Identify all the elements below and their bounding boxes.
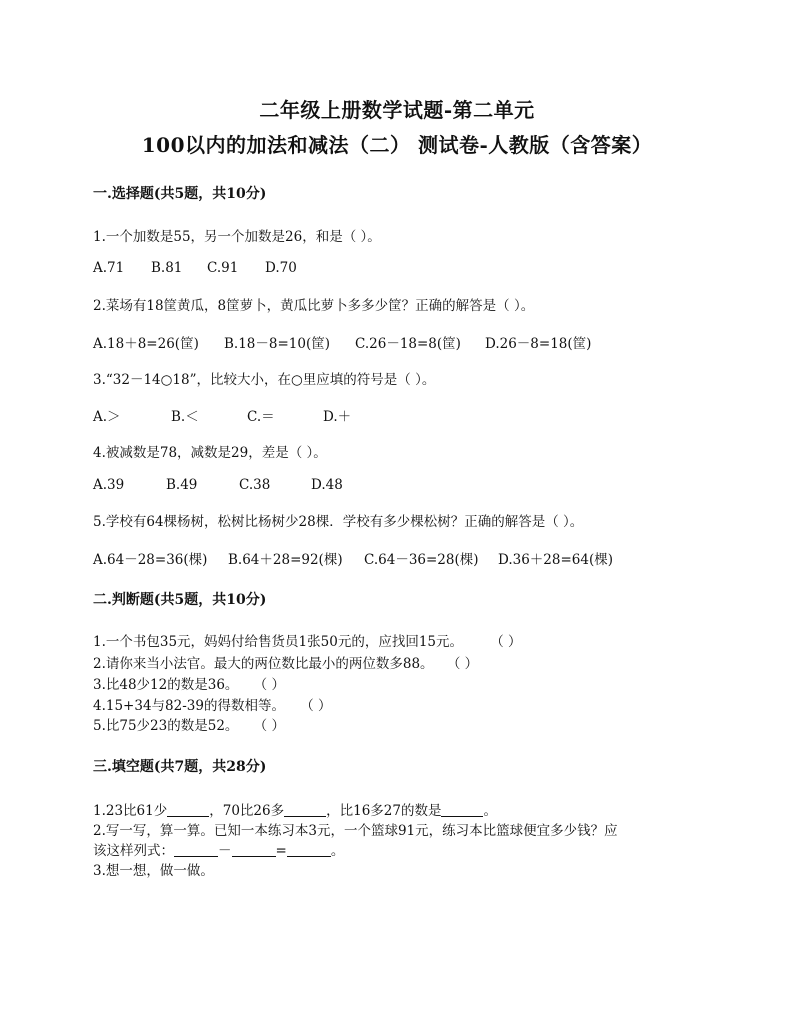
option: B.18－8=10(筐) xyxy=(224,336,331,352)
option: D.48 xyxy=(311,477,343,493)
fill-text: 。 xyxy=(330,843,345,859)
fill-text: ，70比26多 xyxy=(209,803,285,819)
question-2: 2.菜场有18筐黄瓜，8筐萝卜，黄瓜比萝卜多多少筐？正确的解答是（ ）。 xyxy=(93,298,535,314)
option: B.＜ xyxy=(171,409,199,425)
question-2-options xyxy=(93,332,591,352)
question-3-options xyxy=(93,405,351,425)
answer-bracket: （ ） xyxy=(260,718,285,734)
answer-blank[interactable] xyxy=(167,802,209,817)
option: B.49 xyxy=(166,477,198,493)
question-4-options xyxy=(93,477,343,493)
fill-text: ，比16多27的数是 xyxy=(326,803,442,819)
section-heading-choice: 一.选择题(共5题，共10分) xyxy=(93,186,267,202)
answer-bracket: （ ） xyxy=(306,698,332,714)
judge-text: 5.比75少23的数是52。 xyxy=(93,718,239,734)
option: A.＞ xyxy=(93,409,121,425)
answer-blank[interactable] xyxy=(287,842,331,857)
answer-bracket: （ ） xyxy=(260,677,285,693)
judge-item-5 xyxy=(93,714,285,734)
option: A.18＋8=26(筐) xyxy=(93,336,199,352)
option: D.70 xyxy=(265,260,297,276)
fill-question-2-line1: 2.写一写，算一算。已知一本练习本3元，一个篮球91元，练习本比篮球便宜多少钱？应 xyxy=(93,823,618,839)
answer-blank[interactable] xyxy=(284,802,326,817)
judge-text: 1.一个书包35元，妈妈付给售货员1张50元的，应找回15元。 xyxy=(93,634,464,650)
section-heading-judge: 二.判断题(共5题，共10分) xyxy=(93,592,267,608)
section-heading-fill: 三.填空题(共7题，共28分) xyxy=(93,759,267,775)
judge-item-4 xyxy=(93,694,332,714)
page-title: 二年级上册数学试题-第二单元 xyxy=(259,98,535,122)
option: C.38 xyxy=(239,477,271,493)
judge-item-3 xyxy=(93,673,285,693)
option: C.26－18=8(筐) xyxy=(355,336,461,352)
fill-question-3: 3.想一想，做一做。 xyxy=(93,863,214,879)
option: C.64－36=28(棵) xyxy=(364,552,479,568)
question-5: 5.学校有64棵杨树，松树比杨树少28棵．学校有多少棵松树？正确的解答是（ ）。 xyxy=(93,514,584,530)
option: D.＋ xyxy=(323,409,352,425)
option: A.71 xyxy=(93,260,125,276)
option: B.64＋28=92(棵) xyxy=(228,552,343,568)
question-1: 1.一个加数是55，另一个加数是26，和是（ ）。 xyxy=(93,229,381,245)
fill-text: 。 xyxy=(483,803,497,819)
judge-text: 3.比48少12的数是36。 xyxy=(93,677,239,693)
answer-blank[interactable] xyxy=(232,842,276,857)
answer-bracket: （ ） xyxy=(497,634,522,650)
option: C.＝ xyxy=(247,409,275,425)
question-5-options xyxy=(93,548,613,568)
option: B.81 xyxy=(151,260,183,276)
judge-text: 4.15+34与82-39的得数相等。 xyxy=(93,698,285,714)
minus-sign: － xyxy=(218,843,232,859)
fill-question-1 xyxy=(93,799,497,819)
fill-text: 该这样列式： xyxy=(93,843,174,859)
option: C.91 xyxy=(207,260,239,276)
answer-blank[interactable] xyxy=(441,802,483,817)
judge-text: 2.请你来当小法官。最大的两位数比最小的两位数多88。 xyxy=(93,656,434,672)
option: A.64－28=36(棵) xyxy=(93,552,208,568)
page-subtitle: 100以内的加法和减法（二） 测试卷-人教版（含答案） xyxy=(141,133,653,157)
fill-question-2-line2 xyxy=(93,839,344,859)
question-3: 3.“32－14○18”，比较大小，在○里应填的符号是（ ）。 xyxy=(93,372,436,388)
answer-bracket: （ ） xyxy=(453,656,479,672)
judge-item-1 xyxy=(93,630,522,650)
question-1-options xyxy=(93,260,297,276)
judge-item-2 xyxy=(93,652,478,672)
option: D.26－8=18(筐) xyxy=(485,336,592,352)
option: D.36＋28=64(棵) xyxy=(498,552,614,568)
question-4: 4.被减数是78，减数是29，差是（ ）。 xyxy=(93,445,327,461)
fill-text: 1.23比61少 xyxy=(93,803,168,819)
equals-sign: = xyxy=(275,843,287,859)
option: A.39 xyxy=(93,477,125,493)
answer-blank[interactable] xyxy=(174,842,218,857)
